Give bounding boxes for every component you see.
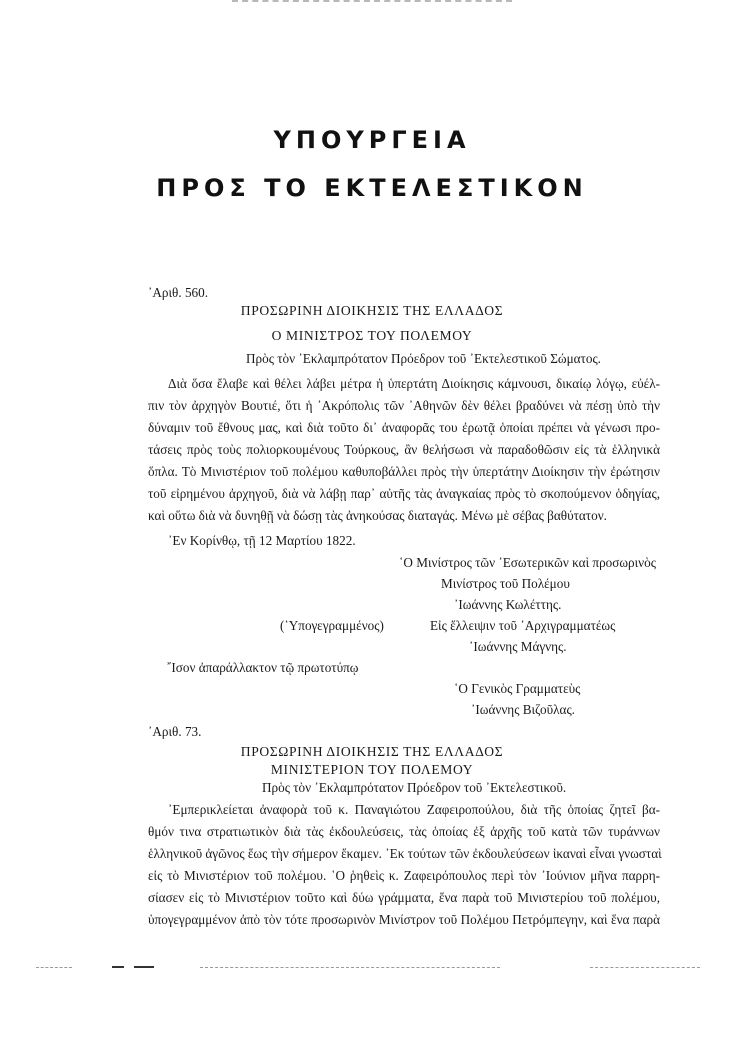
doc1-addressee: Πρὸς τὸν ᾿Εκλαμπρότατον Πρόεδρον τοῦ ᾿Εκτελεστικοῦ Σώματος. (246, 351, 601, 366)
scan-artifact (112, 966, 124, 968)
doc1-place-date: ᾿Εν Κορίνθῳ, τῇ 12 Μαρτίου 1822. (168, 533, 356, 548)
doc1-number: ᾿Αριθ. 560. (148, 285, 209, 300)
scan-artifact (200, 967, 500, 969)
doc1-copy-note: ῎Ισον ἀπαράλλακτον τῷ πρωτοτύπῳ (167, 660, 359, 675)
doc2-number: ᾿Αριθ. 73. (148, 724, 202, 739)
section-heading-to-executive: ΠΡΟΣ ΤΟ ΕΚΤΕΛΕΣΤΙΚΟΝ (156, 174, 588, 202)
doc2-addressee: Πρὸς τὸν ᾿Εκλαμπρότατον Πρόεδρον τοῦ ᾿Εκτελεστικοῦ. (262, 780, 567, 795)
doc2-body-line: ἑλληνικοῦ ἀγῶνος ἕως τὴν σήμερον ἔκαμεν. ᾿Εκ τούτων τῶν ἐκδουλεύσεων ἱκαναὶ εἶναι γνωσταὶ (148, 846, 662, 861)
doc1-signature-name: ᾿Ιωάννης Μάγνης. (469, 639, 567, 654)
doc1-body-line: τάσεις πρὸς τοὺς πολιορκουμένους Τούρκους, ἂν θελήσωσι νὰ παραδοθῶσιν εἰς τὰ ἑλληνικὰ (148, 442, 660, 457)
doc1-body-line: δύναμιν τοῦ ἔθνους μας, καὶ διὰ τοῦτο δι᾿ ἀναφορᾶς του ἐρωτᾷ ὁποίαι πρέπει νὰ γένωσι προ- (148, 420, 660, 435)
doc1-signature-line: ῾Ο Μινίστρος τῶν ᾿Εσωτερικῶν καὶ προσωρινὸς (399, 555, 656, 570)
doc1-body-line: καὶ οὕτω διὰ νὰ δυνηθῇ νὰ δώσῃ τὰς ἀνηκούσας διαταγάς. Μένω μὲ σέβας βαθύτατον. (148, 508, 607, 523)
doc1-secretary-title: ῾Ο Γενικὸς Γραμματεὺς (454, 681, 581, 696)
doc1-body-line: τοῦ εἰρημένου ἀρχηγοῦ, διὰ νὰ λάβῃ παρ᾿ αὐτῆς τὰς ἀναγκαίας πρὸς τὸ σκοπούμενον ὁδηγίας, (148, 486, 660, 501)
doc2-sender: ΜΙΝΙΣΤΕΡΙΟΝ ΤΟΥ ΠΟΛΕΜΟΥ (270, 762, 474, 777)
section-heading-ministries: ΥΠΟΥΡΓΕΙΑ (273, 126, 471, 154)
doc2-body-line: ὑπογεγραμμένον ἀπὸ τὸν τότε προσωρινὸν Μινίστρον τοῦ Πολέμου Πετρόμπεγην, καὶ ἕνα παρὰ (148, 912, 660, 927)
doc1-authority: ΠΡΟΣΩΡΙΝΗ ΔΙΟΙΚΗΣΙΣ ΤΗΣ ΕΛΛΑΔΟΣ (240, 303, 504, 318)
doc2-authority: ΠΡΟΣΩΡΙΝΗ ΔΙΟΙΚΗΣΙΣ ΤΗΣ ΕΛΛΑΔΟΣ (240, 744, 504, 759)
scan-artifact (590, 967, 700, 969)
scan-artifact (134, 966, 154, 968)
doc1-signature-line: Εἰς ἔλλειψιν τοῦ ᾿Αρχιγραμματέως (430, 618, 616, 633)
doc1-secretary-name: ᾿Ιωάννης Βιζοῦλας. (471, 702, 575, 717)
scan-edge-mark (232, 0, 512, 5)
doc1-signature-name: ᾿Ιωάννης Κωλέττης. (454, 597, 562, 612)
doc2-body-line: εἰς τὸ Μινιστέριον τοῦ πολέμου. ῾Ο ῥηθεὶς κ. Ζαφειρόπουλος περὶ τὸν ᾿Ιούνιον μῆνα παρρη- (148, 868, 660, 883)
doc1-body-line: ὅπλα. Τὸ Μινιστέριον τοῦ πολέμου καθυποβάλλει πρὸς τὴν ὑπερτάτην Διοίκησιν τὴν ἐρώτησιν (148, 464, 660, 479)
doc1-body-line: Διὰ ὅσα ἔλαβε καὶ θέλει λάβει μέτρα ἡ ὑπερτάτη Διοίκησις κάμνουσι, δικαίῳ λόγῳ, εὐέλ- (168, 376, 660, 391)
doc1-signature-line: Μινίστρος τοῦ Πολέμου (441, 576, 570, 591)
doc2-body-line: σίασεν εἰς τὸ Μινιστέριον τοῦτο καὶ δύω γράμματα, ἕνα παρὰ τοῦ Μινιστερίου τοῦ πολέμου, (148, 890, 660, 905)
doc1-signed-note: (῾Υπογεγραμμένος) (280, 618, 384, 633)
doc1-body-line: πιν τὸν ἀρχηγὸν Βουτιέ, ὅτι ἡ ᾿Ακρόπολις τῶν ᾿Αθηνῶν δὲν θέλει βραδύνει νὰ πέσῃ ὑπὸ τὴν (148, 398, 660, 413)
doc2-body-line: ᾿Εμπερικλείεται ἀναφορὰ τοῦ κ. Παναγιώτου Ζαφειροπούλου, διὰ τῆς ὁποίας ζητεῖ βα- (168, 802, 660, 817)
scan-artifact (36, 967, 72, 969)
doc2-body-line: θμόν τινα στρατιωτικὸν διὰ τὰς ἐκδουλεύσεις, τὰς ὁποίας ἐξ ἀρχῆς τοῦ κατὰ τῶν τυράννων (148, 824, 660, 839)
doc1-sender: Ο ΜΙΝΙΣΤΡΟΣ ΤΟΥ ΠΟΛΕΜΟΥ (271, 328, 473, 343)
